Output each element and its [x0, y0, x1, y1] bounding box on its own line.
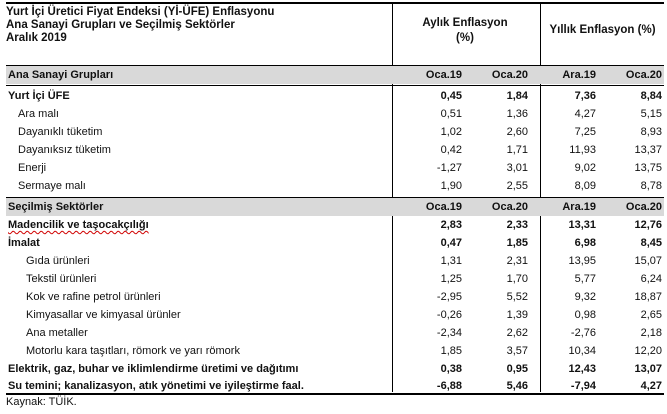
table-title — [6, 6, 274, 45]
monthly-inflation-header — [392, 16, 538, 46]
value-cell: -2,76 — [570, 327, 596, 339]
title-line-3: Aralık 2019 — [6, 32, 67, 44]
value-cell: -1,27 — [436, 162, 462, 174]
value-cell: 1,36 — [506, 108, 528, 120]
row-label: Motorlu kara taşıtları, römork ve yarı römork — [26, 345, 240, 357]
value-cell: Oca.20 — [491, 69, 528, 81]
table-row — [6, 123, 664, 141]
row-label: Sermaye malı — [18, 180, 86, 192]
value-cell: Oca.20 — [625, 69, 662, 81]
row-label: Gıda ürünleri — [26, 255, 90, 267]
row-label: Dayanıklı tüketim — [18, 126, 103, 138]
value-cell: 4,27 — [574, 108, 596, 120]
value-cell: 2,18 — [640, 327, 662, 339]
value-cell: 8,93 — [640, 126, 662, 138]
section-rule — [6, 85, 664, 86]
row-label: Dayanıksız tüketim — [18, 144, 111, 156]
value-cell: 2,83 — [440, 219, 462, 231]
value-cell: 9,02 — [574, 162, 596, 174]
value-cell: 0,45 — [440, 90, 462, 102]
value-cell: 2,55 — [506, 180, 528, 192]
table-top-border — [6, 2, 664, 4]
value-cell: 15,07 — [634, 255, 662, 267]
value-cell: 11,93 — [569, 144, 596, 156]
table-row — [6, 177, 664, 195]
value-cell: 1,71 — [506, 144, 528, 156]
value-cell: 12,20 — [634, 345, 662, 357]
value-cell: 12,76 — [634, 219, 662, 231]
value-cell: -6,88 — [436, 380, 462, 392]
source-note: Kaynak: TÜİK. — [6, 396, 77, 408]
value-cell: 5,15 — [640, 108, 662, 120]
title-line-1: Yurt İçi Üretici Fiyat Endeksi (Yİ-ÜFE) Enflasyonu — [6, 6, 275, 18]
value-cell: 5,46 — [506, 380, 528, 392]
row-label: Kok ve rafine petrol ürünleri — [26, 291, 161, 303]
row-label-text: Madencilik ve taşocakçılığı — [8, 219, 149, 231]
value-cell: 2,31 — [506, 255, 528, 267]
value-cell: Oca.20 — [491, 201, 528, 213]
value-cell: 5,77 — [574, 273, 596, 285]
value-cell: 1,85 — [506, 237, 528, 249]
row-label: Enerji — [18, 162, 47, 174]
value-cell: 7,36 — [574, 90, 596, 102]
row-label: Seçilmiş Sektörler — [8, 201, 104, 213]
value-cell: 1,02 — [440, 126, 462, 138]
value-cell: 8,09 — [574, 180, 596, 192]
row-label — [8, 216, 149, 234]
value-cell: 13,95 — [568, 255, 596, 267]
value-cell: 2,33 — [506, 219, 528, 231]
value-cell: -7,94 — [570, 380, 596, 392]
row-label: Ana Sanayi Grupları — [8, 69, 114, 81]
table-row — [6, 306, 664, 324]
value-cell: 2,62 — [506, 327, 528, 339]
row-label: Kimyasallar ve kimyasal ürünler — [26, 309, 181, 321]
value-cell: 13,37 — [634, 144, 662, 156]
value-cell: 2,60 — [506, 126, 528, 138]
table-row — [6, 342, 664, 360]
value-cell: 18,87 — [634, 291, 662, 303]
value-cell: 1,31 — [440, 255, 462, 267]
table-row — [6, 377, 664, 395]
value-cell: 5,52 — [506, 291, 528, 303]
title-line-2: Ana Sanayi Grupları ve Seçilmiş Sektörler — [6, 19, 235, 31]
table-row — [6, 324, 664, 342]
value-cell: 0,98 — [574, 309, 596, 321]
table-row — [6, 270, 664, 288]
value-cell: Oca.20 — [625, 201, 662, 213]
value-cell: Ara.19 — [562, 69, 596, 81]
value-cell: 6,24 — [640, 273, 662, 285]
value-cell: 10,34 — [568, 345, 596, 357]
value-cell: Oca.19 — [425, 69, 462, 81]
monthly-header-line2: (%) — [456, 32, 474, 44]
value-cell: -2,95 — [436, 291, 462, 303]
value-cell: 12,43 — [568, 363, 596, 375]
value-cell: 6,98 — [574, 237, 596, 249]
value-cell: 1,70 — [506, 273, 528, 285]
value-cell: 7,25 — [574, 126, 596, 138]
value-cell: 0,38 — [440, 363, 462, 375]
row-label: Elektrik, gaz, buhar ve iklimlendirme üretimi ve dağıtımı — [8, 363, 299, 375]
row-total-ufe — [6, 87, 664, 105]
section-header-sectors — [6, 198, 664, 216]
value-cell: 0,47 — [440, 237, 462, 249]
row-label: Ana metaller — [26, 327, 88, 339]
value-cell: 0,95 — [506, 363, 528, 375]
value-cell: 0,42 — [440, 144, 462, 156]
value-cell: 1,90 — [440, 180, 462, 192]
section-header-main-groups — [6, 66, 664, 84]
value-cell: -0,26 — [436, 309, 462, 321]
value-cell: 1,85 — [440, 345, 462, 357]
value-cell: Oca.19 — [425, 201, 462, 213]
table-row — [6, 216, 664, 234]
value-cell: 13,31 — [568, 219, 596, 231]
value-cell: 13,75 — [634, 162, 662, 174]
row-label: İmalat — [8, 237, 40, 249]
value-cell: 1,39 — [506, 309, 528, 321]
row-label: Tekstil ürünleri — [26, 273, 97, 285]
value-cell: 8,84 — [640, 90, 662, 102]
value-cell: 1,25 — [440, 273, 462, 285]
table-row — [6, 234, 664, 252]
value-cell: -2,34 — [436, 327, 462, 339]
table-row — [6, 252, 664, 270]
row-label: Ara malı — [18, 108, 59, 120]
value-cell: 8,45 — [640, 237, 662, 249]
monthly-header-line1: Aylık Enflasyon — [422, 17, 508, 29]
value-cell: 1,84 — [506, 90, 528, 102]
table-row — [6, 141, 664, 159]
value-cell: 13,07 — [634, 363, 662, 375]
value-cell: 3,57 — [506, 345, 528, 357]
value-cell: 8,78 — [640, 180, 662, 192]
annual-inflation-header: Yıllık Enflasyon (%) — [549, 24, 656, 36]
value-cell: 9,32 — [574, 291, 596, 303]
value-cell: 4,27 — [640, 380, 662, 392]
value-cell: 0,51 — [440, 108, 462, 120]
table-row — [6, 288, 664, 306]
value-cell: Ara.19 — [562, 201, 596, 213]
value-cell: 2,65 — [640, 309, 662, 321]
value-cell: 3,01 — [506, 162, 528, 174]
table-row — [6, 159, 664, 177]
row-label: Su temini; kanalizasyon, atık yönetimi ve iyileştirme faal. — [8, 380, 304, 392]
table-row — [6, 360, 664, 378]
table-row — [6, 105, 664, 123]
row-label: Yurt İçi ÜFE — [8, 90, 70, 102]
